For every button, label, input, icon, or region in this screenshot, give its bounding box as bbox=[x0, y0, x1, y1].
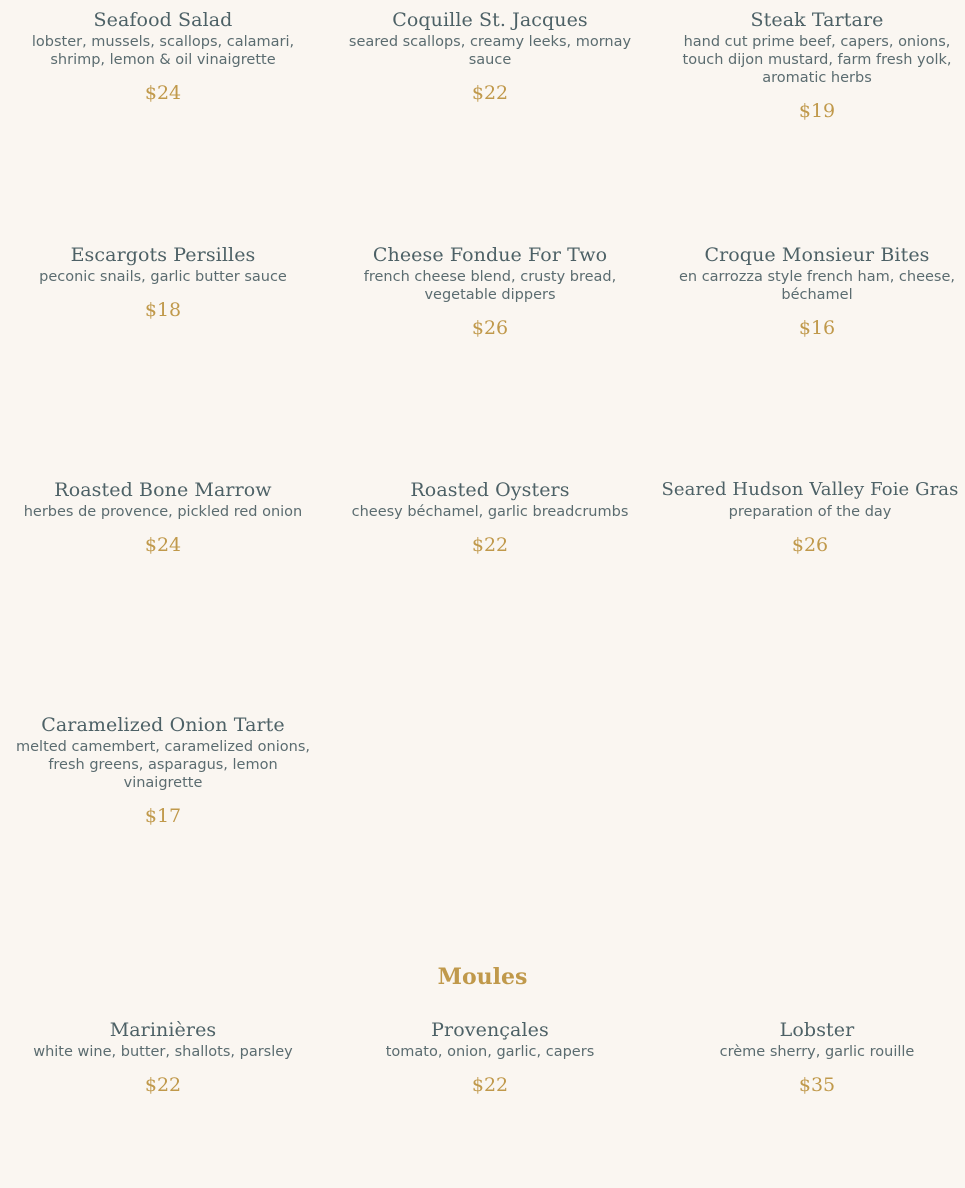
item-name: Cheese Fondue For Two bbox=[372, 244, 608, 266]
menu-item bbox=[340, 1018, 640, 1097]
item-name: Coquille St. Jacques bbox=[392, 9, 588, 31]
menu-item bbox=[13, 8, 313, 105]
menu-item bbox=[340, 478, 640, 557]
menu-item bbox=[13, 713, 313, 828]
item-description: seared scallops, creamy leeks, mornay sauce bbox=[348, 34, 632, 68]
menu-item bbox=[667, 1018, 965, 1097]
item-price: $24 bbox=[144, 534, 182, 556]
item-name: Roasted Bone Marrow bbox=[54, 479, 272, 501]
menu-item bbox=[667, 243, 965, 340]
item-price: $22 bbox=[471, 82, 509, 104]
item-price: $19 bbox=[798, 100, 836, 122]
item-description: en carrozza style french ham, cheese, béchamel bbox=[678, 269, 956, 303]
item-name: Seafood Salad bbox=[93, 9, 233, 31]
item-price: $35 bbox=[798, 1074, 836, 1096]
item-description: herbes de provence, pickled red onion bbox=[23, 504, 303, 520]
item-price: $22 bbox=[471, 534, 509, 556]
item-price: $24 bbox=[144, 82, 182, 104]
item-description: hand cut prime beef, capers, onions, touch dijon mustard, farm fresh yolk, aromatic herbs bbox=[682, 34, 952, 86]
item-name: Provençales bbox=[431, 1019, 549, 1041]
item-price: $26 bbox=[471, 317, 509, 339]
menu-item bbox=[667, 8, 965, 123]
menu-item bbox=[13, 478, 313, 557]
item-name: Escargots Persilles bbox=[70, 244, 256, 266]
item-description: white wine, butter, shallots, parsley bbox=[33, 1044, 293, 1060]
menu-item bbox=[13, 243, 313, 322]
item-name: Steak Tartare bbox=[750, 9, 884, 31]
item-price: $17 bbox=[144, 805, 182, 827]
item-description: crème sherry, garlic rouille bbox=[719, 1044, 915, 1060]
menu-item bbox=[13, 1018, 313, 1097]
item-price: $22 bbox=[471, 1074, 509, 1096]
item-description: cheesy béchamel, garlic breadcrumbs bbox=[351, 504, 629, 520]
item-description: peconic snails, garlic butter sauce bbox=[39, 269, 287, 285]
item-name: Croque Monsieur Bites bbox=[704, 244, 930, 266]
item-description: tomato, onion, garlic, capers bbox=[385, 1044, 595, 1060]
menu-item bbox=[340, 243, 640, 340]
item-description: melted camembert, caramelized onions, fresh greens, asparagus, lemon vinaigrette bbox=[16, 739, 310, 791]
menu-item bbox=[340, 8, 640, 105]
item-name: Lobster bbox=[779, 1019, 855, 1041]
item-description: lobster, mussels, scallops, calamari, shrimp, lemon & oil vinaigrette bbox=[31, 34, 295, 68]
menu-item bbox=[660, 478, 960, 557]
item-name: Seared Hudson Valley Foie Gras bbox=[661, 479, 959, 500]
item-price: $22 bbox=[144, 1074, 182, 1096]
item-price: $16 bbox=[798, 317, 836, 339]
item-name: Roasted Oysters bbox=[410, 479, 570, 501]
item-price: $18 bbox=[144, 299, 182, 321]
item-name: Marinières bbox=[109, 1019, 217, 1041]
item-description: french cheese blend, crusty bread, vegetable dippers bbox=[363, 269, 617, 303]
section-heading-moules: Moules bbox=[437, 964, 528, 990]
item-description: preparation of the day bbox=[728, 504, 892, 520]
item-name: Caramelized Onion Tarte bbox=[41, 714, 285, 736]
item-price: $26 bbox=[791, 534, 829, 556]
